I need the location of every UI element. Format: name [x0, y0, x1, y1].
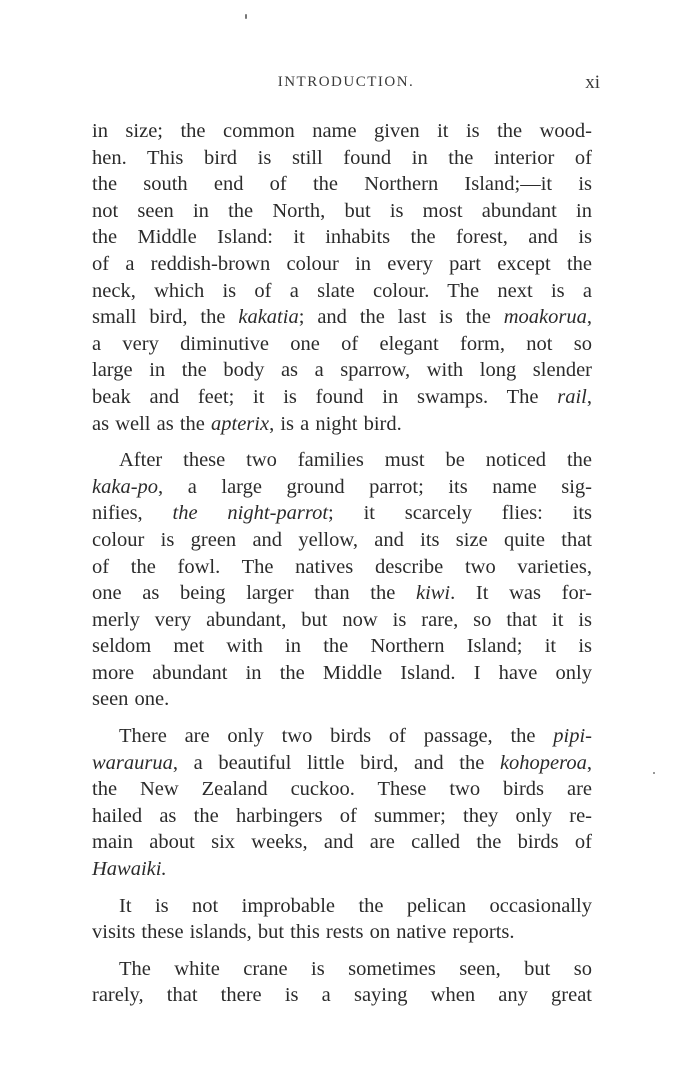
- paragraph: [92, 118, 592, 437]
- line: After these two families must be noticed the: [119, 449, 592, 472]
- paragraph: [92, 893, 592, 946]
- line: seen one.: [92, 688, 170, 711]
- italic-term: Hawaiki.: [92, 858, 167, 881]
- line: the Middle Island: it inhabits the forest, and is: [92, 226, 592, 249]
- line: It is not improbable the pelican occasionally: [119, 894, 592, 917]
- paragraph: [92, 956, 592, 1009]
- line: [92, 856, 592, 883]
- line: of a reddish-brown colour in every part except the: [92, 252, 592, 275]
- line: main about six weeks, and are called the birds of: [92, 831, 592, 854]
- italic-term: rail: [557, 385, 587, 408]
- line: not seen in the North, but is most abundant in: [92, 199, 592, 222]
- ink-speck: [245, 14, 247, 19]
- italic-term: waraurua: [92, 751, 173, 774]
- line: kaka-po, a large ground parrot; its name sig-: [92, 475, 592, 498]
- line: seldom met with in the Northern Island; it is: [92, 635, 592, 658]
- page-header: [92, 74, 600, 98]
- line: as well as the apterix, is a night bird.: [92, 412, 402, 435]
- line: waraurua, a beautiful little bird, and the kohoperoa,: [92, 751, 592, 774]
- italic-term: kohoperoa: [499, 751, 587, 774]
- line: small bird, the kakatia; and the last is the moakorua,: [92, 306, 592, 329]
- paragraph: [92, 447, 592, 713]
- line: visits these islands, but this rests on native reports.: [92, 921, 515, 944]
- line: rarely, that there is a saying when any great: [92, 984, 592, 1007]
- line: hailed as the harbingers of summer; they only re-: [92, 804, 592, 827]
- line: merly very abundant, but now is rare, so that it is: [92, 608, 592, 631]
- line: large in the body as a sparrow, with long slender: [92, 359, 592, 382]
- line: the south end of the Northern Island;—it is: [92, 173, 592, 196]
- line: a very diminutive one of elegant form, not so: [92, 332, 592, 355]
- line: There are only two birds of passage, the pipi-: [119, 725, 592, 748]
- ink-speck: [653, 772, 655, 774]
- italic-term: apterix: [211, 412, 270, 435]
- line: nifies, the night-parrot; it scarcely flies: its: [92, 502, 593, 525]
- line: neck, which is of a slate colour. The next is a: [92, 279, 592, 302]
- paragraph: [92, 723, 592, 883]
- italic-term: kakatia: [238, 306, 299, 329]
- line: more abundant in the Middle Island. I have only: [92, 661, 592, 684]
- line: colour is green and yellow, and its size quite that: [92, 528, 592, 551]
- italic-term: kaka-po: [92, 475, 159, 498]
- italic-term: pipi-: [553, 725, 592, 748]
- running-head: INTRODUCTION.: [277, 74, 415, 90]
- line: of the fowl. The natives describe two varieties,: [92, 555, 592, 578]
- italic-term: moakorua: [503, 306, 587, 329]
- line: beak and feet; it is found in swamps. The rail,: [92, 385, 592, 408]
- line: one as being larger than the kiwi. It was for-: [92, 582, 592, 605]
- line: in size; the common name given it is the wood-: [92, 120, 592, 142]
- italic-term: kiwi: [415, 582, 451, 605]
- line: the New Zealand cuckoo. These two birds are: [92, 778, 592, 801]
- italic-term: the night-parrot: [172, 502, 329, 525]
- page-number: xi: [585, 72, 600, 93]
- line: hen. This bird is still found in the interior of: [92, 146, 592, 169]
- line: The white crane is sometimes seen, but so: [119, 957, 592, 980]
- body-text: [92, 118, 592, 1009]
